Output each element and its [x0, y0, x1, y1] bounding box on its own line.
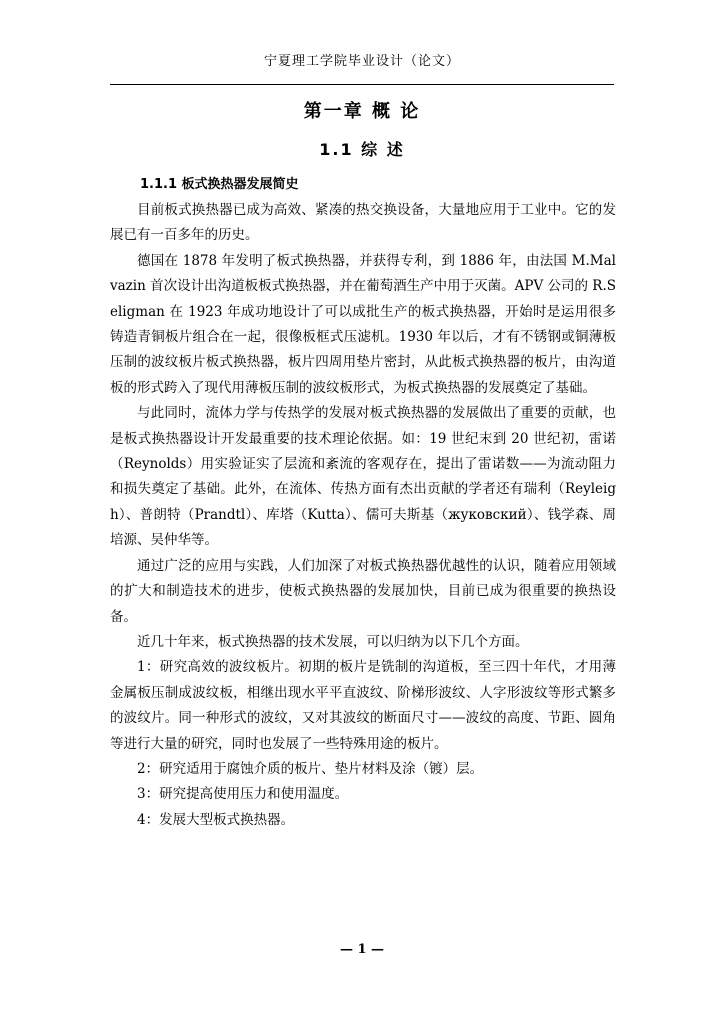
- paragraph: 1：研究高效的波纹板片。初期的板片是铣制的沟道板，至三四十年代，才用薄金属板压制成波纹板，相继出现水平平直波纹、阶梯形波纹、人字形波纹等形式繁多的波纹片。同一种形式的波纹，又对其波纹的断面尺寸——波纹的高度、节距、圆角等进行大量的研究，同时也发展了一些特殊用途的板片。: [110, 659, 616, 752]
- paragraph: 近几十年来，板式换热器的技术发展，可以归纳为以下几个方面。: [137, 633, 529, 650]
- page-header: 宁夏理工学院毕业设计（论文）: [263, 54, 460, 69]
- paragraph: 通过广泛的应用与实践，人们加深了对板式换热器优越性的认识，随着应用领域的扩大和制造技术的进步，使板式换热器的发展加快，目前已成为很重要的换热设备。: [110, 557, 616, 625]
- header-rule: [110, 84, 614, 85]
- body-text: [110, 198, 616, 833]
- paragraph: 3：研究提高使用压力和使用温度。: [137, 786, 349, 803]
- paragraph: 目前板式换热器已成为高效、紧凑的热交换设备，大量地应用于工业中。它的发展已有一百多年的历史。: [110, 202, 616, 244]
- section-title: 1.1 综 述: [319, 140, 405, 159]
- chapter-title: 第一章 概 论: [303, 101, 421, 122]
- paragraph: 2：研究适用于腐蚀介质的板片、垫片材料及涂（镀）层。: [137, 760, 484, 777]
- paragraph: 德国在 1878 年发明了板式换热器，并获得专利，到 1886 年，由法国 M.Malvazin 首次设计出沟道板板式换热器，并在葡萄酒生产中用于灭菌。APV 公司的 R.Seligman 在 1923 年成功地设计了可以成批生产的板式换热器，开始时是运用很多铸造青铜板片组合在一起，很像板框式压滤机。1930 年以后，才有不锈钢或铜薄板压制的波纹板片板式换热器，板片四周用垫片密封，从此板式换热器的板片，由沟道板的形式跨入了现代用薄板压制的波纹板形式，为板式换热器的发展奠定了基础。: [110, 252, 616, 396]
- subsection-title: 1.1.1 板式换热器发展简史: [140, 177, 299, 192]
- page-number: — 1 —: [339, 942, 385, 957]
- paragraph: 与此同时，流体力学与传热学的发展对板式换热器的发展做出了重要的贡献，也是板式换热器设计开发最重要的技术理论依据。如：19 世纪末到 20 世纪初，雷诺（Reynolds）用实验证实了层流和紊流的客观存在，提出了雷诺数——为流动阻力和损失奠定了基础。此外，在流体、传热方面有杰出贡献的学者还有瑞利（Reyleigh）、普朗特（Prandtl）、库塔（Kutta）、儒可夫斯基（жуковский）、钱学森、周培源、吴仲华等。: [110, 405, 616, 549]
- paragraph: 4：发展大型板式换热器。: [137, 811, 295, 828]
